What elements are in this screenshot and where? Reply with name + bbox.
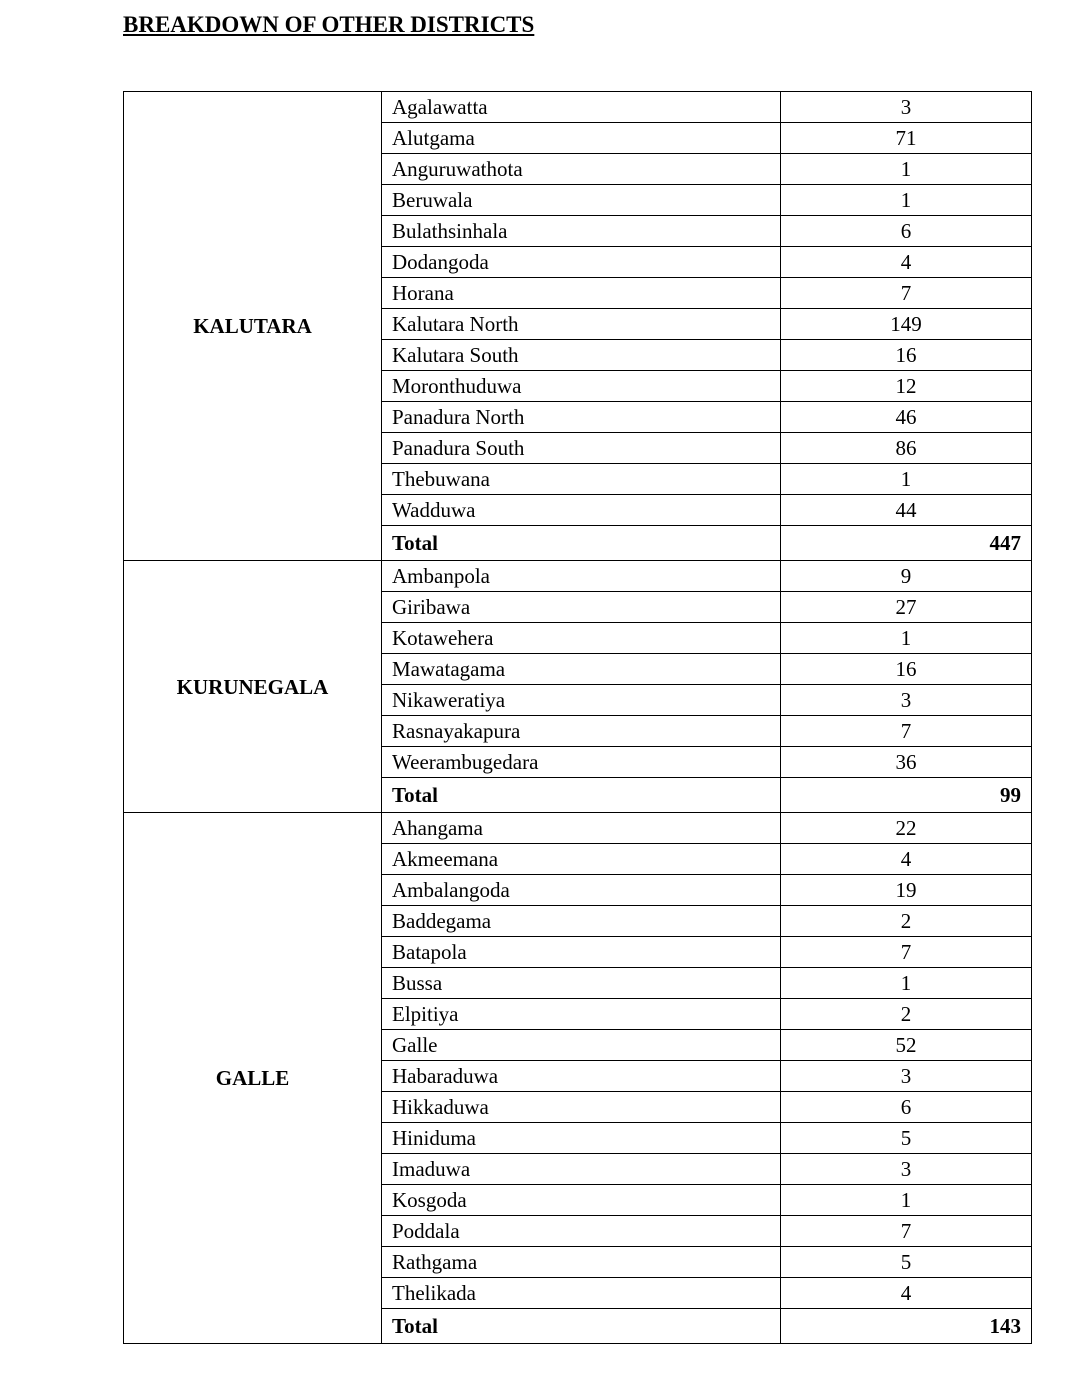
location-count: 1 <box>781 464 1032 495</box>
location-count: 19 <box>781 875 1032 906</box>
location-count: 1 <box>781 968 1032 999</box>
location-count: 27 <box>781 592 1032 623</box>
location-count: 149 <box>781 309 1032 340</box>
location-name: Ahangama <box>382 813 781 844</box>
location-name: Thebuwana <box>382 464 781 495</box>
location-count: 4 <box>781 247 1032 278</box>
location-name: Imaduwa <box>382 1154 781 1185</box>
district-name: GALLE <box>124 813 382 1344</box>
location-name: Kalutara South <box>382 340 781 371</box>
location-count: 52 <box>781 1030 1032 1061</box>
location-name: Beruwala <box>382 185 781 216</box>
table-row <box>124 813 1032 844</box>
location-name: Moronthuduwa <box>382 371 781 402</box>
district-name: KALUTARA <box>124 92 382 561</box>
table-body <box>124 92 1032 1344</box>
location-count: 44 <box>781 495 1032 526</box>
location-count: 7 <box>781 716 1032 747</box>
location-count: 12 <box>781 371 1032 402</box>
location-name: Akmeemana <box>382 844 781 875</box>
location-name: Giribawa <box>382 592 781 623</box>
location-count: 3 <box>781 1154 1032 1185</box>
location-count: 86 <box>781 433 1032 464</box>
location-count: 16 <box>781 340 1032 371</box>
location-count: 36 <box>781 747 1032 778</box>
location-name: Agalawatta <box>382 92 781 123</box>
total-value: 143 <box>781 1309 1032 1344</box>
location-count: 22 <box>781 813 1032 844</box>
location-name: Weerambugedara <box>382 747 781 778</box>
location-name: Ambalangoda <box>382 875 781 906</box>
location-name: Poddala <box>382 1216 781 1247</box>
location-count: 71 <box>781 123 1032 154</box>
page-title: BREAKDOWN OF OTHER DISTRICTS <box>123 12 535 37</box>
location-count: 1 <box>781 185 1032 216</box>
location-name: Mawatagama <box>382 654 781 685</box>
location-count: 7 <box>781 278 1032 309</box>
table-row <box>124 561 1032 592</box>
location-count: 2 <box>781 999 1032 1030</box>
location-name: Hiniduma <box>382 1123 781 1154</box>
location-count: 3 <box>781 685 1032 716</box>
location-name: Habaraduwa <box>382 1061 781 1092</box>
location-count: 16 <box>781 654 1032 685</box>
total-value: 447 <box>781 526 1032 561</box>
location-name: Bulathsinhala <box>382 216 781 247</box>
location-count: 3 <box>781 1061 1032 1092</box>
location-count: 2 <box>781 906 1032 937</box>
location-count: 5 <box>781 1247 1032 1278</box>
location-count: 1 <box>781 623 1032 654</box>
location-name: Baddegama <box>382 906 781 937</box>
location-name: Galle <box>382 1030 781 1061</box>
location-count: 46 <box>781 402 1032 433</box>
location-count: 4 <box>781 844 1032 875</box>
location-name: Kotawehera <box>382 623 781 654</box>
total-value: 99 <box>781 778 1032 813</box>
location-count: 7 <box>781 937 1032 968</box>
location-name: Alutgama <box>382 123 781 154</box>
location-count: 1 <box>781 154 1032 185</box>
location-name: Panadura North <box>382 402 781 433</box>
location-count: 3 <box>781 92 1032 123</box>
location-name: Rathgama <box>382 1247 781 1278</box>
location-name: Dodangoda <box>382 247 781 278</box>
location-name: Kosgoda <box>382 1185 781 1216</box>
location-name: Bussa <box>382 968 781 999</box>
location-count: 9 <box>781 561 1032 592</box>
location-name: Kalutara North <box>382 309 781 340</box>
location-count: 1 <box>781 1185 1032 1216</box>
location-count: 6 <box>781 216 1032 247</box>
location-count: 5 <box>781 1123 1032 1154</box>
total-label: Total <box>382 1309 781 1344</box>
location-count: 7 <box>781 1216 1032 1247</box>
total-label: Total <box>382 526 781 561</box>
table-row <box>124 92 1032 123</box>
location-count: 4 <box>781 1278 1032 1309</box>
location-name: Panadura South <box>382 433 781 464</box>
location-count: 6 <box>781 1092 1032 1123</box>
location-name: Nikaweratiya <box>382 685 781 716</box>
location-name: Wadduwa <box>382 495 781 526</box>
district-name: KURUNEGALA <box>124 561 382 813</box>
location-name: Ambanpola <box>382 561 781 592</box>
district-breakdown-table <box>123 91 1032 1344</box>
total-label: Total <box>382 778 781 813</box>
location-name: Hikkaduwa <box>382 1092 781 1123</box>
location-name: Anguruwathota <box>382 154 781 185</box>
location-name: Batapola <box>382 937 781 968</box>
location-name: Thelikada <box>382 1278 781 1309</box>
location-name: Elpitiya <box>382 999 781 1030</box>
location-name: Horana <box>382 278 781 309</box>
location-name: Rasnayakapura <box>382 716 781 747</box>
